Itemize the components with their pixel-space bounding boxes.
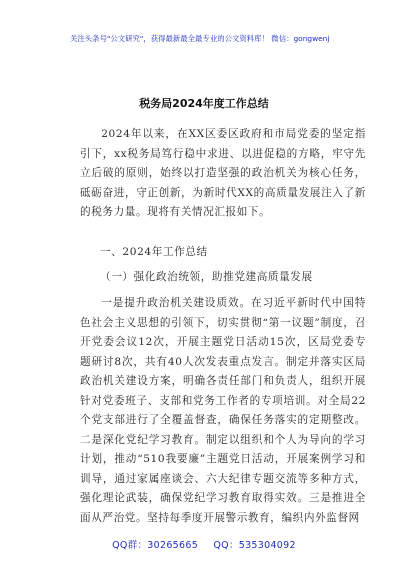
document-title: 税务局2024年度工作总结 xyxy=(139,97,269,110)
section-heading: 一、2024年工作总结 xyxy=(100,246,208,258)
header-banner: 关注头条号"公文研究"，获得最新最全最专业的公文资料库！ 微信：gongwenj xyxy=(70,34,330,43)
footer-qq: QQ：535304092 xyxy=(213,540,296,551)
intro-paragraph: 2024年以来，在XX区委区政府和市局党委的坚定指引下，xx税务局笃行稳中求进、以进促稳的方略，牢守先立后破的原则，始终以打造坚强的政治机关为核心任务，砥砺奋进，守正创新，为新时代XX的高质量发展注入了新的税务力量。现将有关情况汇报如下。 xyxy=(80,128,366,218)
footer-contact xyxy=(0,537,408,551)
subsection-heading: （一）强化政治统领，助推党建高质量发展 xyxy=(100,271,313,283)
footer-qq-group: QQ群：30265665 xyxy=(112,540,199,551)
body-paragraph: 一是提升政治机关建设质效。在习近平新时代中国特色社会主义思想的引领下，切实贯彻“第一议题”制度，召开党委会议12次，开展主题党日活动15次，区局党委专题研讨8次，共有40人次发表重点发言。制定并落实区局政治机关建设方案，明确各责任部门和负责人，组织开展针对党委班子、支部和党务工作者的专项培训。对全局22个党支部进行了全覆盖督查，确保任务落实的定期整改。二是深化党纪学习教育。制定以组织和个人为导向的学习计划，推动“510我要廉”主题党日活动，开展案例学习和训导，通过家属座谈会、六大纪律专题交流等多种方式，强化理论武装，确保党纪学习教育取得实效。三是推进全面从严治党。坚持每季度开展警示教育，编织内外监督网 xyxy=(80,297,366,524)
